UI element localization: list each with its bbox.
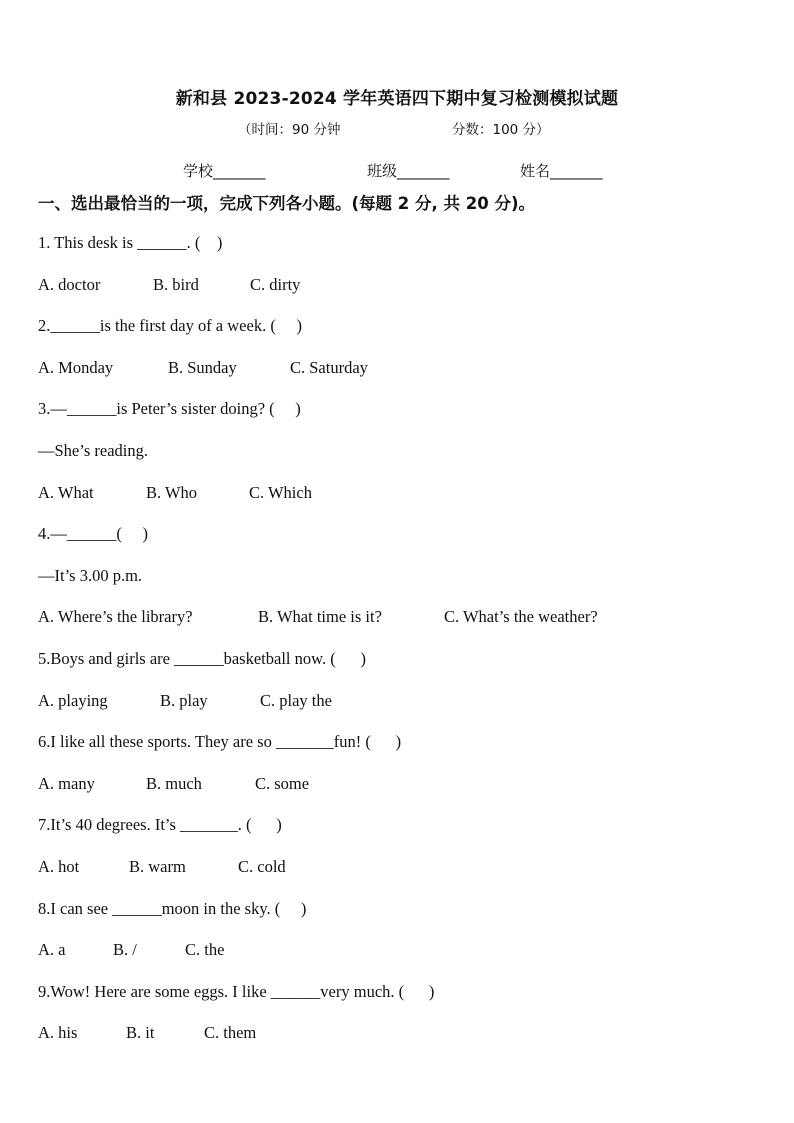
answer-option[interactable]: B. play bbox=[160, 690, 208, 710]
answer-option[interactable]: A. Where’s the library? bbox=[38, 607, 193, 627]
answer-option[interactable]: A. a bbox=[38, 940, 66, 960]
answer-option[interactable]: A. Monday bbox=[38, 357, 114, 377]
answer-option[interactable]: C. play the bbox=[260, 690, 332, 710]
answer-option[interactable]: C. What’s the weather? bbox=[444, 607, 598, 627]
answer-option[interactable]: C. some bbox=[255, 773, 310, 793]
answer-option[interactable]: B. What time is it? bbox=[258, 607, 382, 627]
question-stem: 6.I like all these sports. They are so _______fun! ( ) bbox=[38, 732, 402, 752]
question-stem: 8.I can see ______moon in the sky. ( ) bbox=[38, 898, 307, 918]
answer-option[interactable]: C. cold bbox=[238, 857, 286, 876]
question-stem: 2.______is the first day of a week. ( ) bbox=[38, 316, 302, 336]
answer-option[interactable]: C. dirty bbox=[250, 274, 301, 294]
answer-option[interactable]: A. hot bbox=[38, 857, 80, 876]
answer-option[interactable]: A. playing bbox=[38, 690, 108, 710]
class-field[interactable]: 班级_______ bbox=[367, 162, 450, 180]
question-stem: 5.Boys and girls are ______basketball now. ( ) bbox=[38, 649, 366, 668]
answer-option[interactable]: A. his bbox=[38, 1023, 78, 1043]
answer-option[interactable]: A. doctor bbox=[38, 274, 101, 294]
answer-option[interactable]: C. Which bbox=[249, 482, 312, 502]
answer-option[interactable]: A. many bbox=[38, 773, 95, 793]
question-stem: 7.It’s 40 degrees. It’s _______. ( ) bbox=[38, 815, 282, 835]
question-stem: 3.—______is Peter’s sister doing? ( ) bbox=[38, 399, 301, 419]
answer-option[interactable]: B. warm bbox=[129, 857, 186, 876]
answer-option[interactable]: C. the bbox=[185, 940, 225, 960]
school-field[interactable]: 学校_______ bbox=[183, 162, 266, 180]
answer-option[interactable]: B. Who bbox=[146, 482, 198, 502]
dialogue-reply: —It’s 3.00 p.m. bbox=[38, 565, 143, 585]
time-limit: （时间：90 分钟 bbox=[238, 122, 341, 138]
answer-option[interactable]: B. bird bbox=[153, 274, 199, 294]
answer-option[interactable]: B. much bbox=[146, 773, 202, 793]
name-field[interactable]: 姓名_______ bbox=[520, 162, 603, 180]
answer-option[interactable]: B. / bbox=[113, 940, 137, 960]
answer-option[interactable]: B. it bbox=[126, 1023, 155, 1043]
dialogue-reply: —She’s reading. bbox=[38, 441, 148, 460]
question-stem: 9.Wow! Here are some eggs. I like ______very much. ( ) bbox=[38, 981, 435, 1001]
answer-option[interactable]: B. Sunday bbox=[168, 357, 237, 377]
page-title: 新和县 2023-2024 学年英语四下期中复习检测模拟试题 bbox=[175, 89, 619, 109]
answer-option[interactable]: C. Saturday bbox=[290, 357, 368, 377]
answer-option[interactable]: C. them bbox=[204, 1023, 257, 1043]
answer-option[interactable]: A. What bbox=[38, 482, 94, 502]
total-score: 分数：100 分） bbox=[452, 122, 550, 138]
question-stem: 4.—______( ) bbox=[38, 524, 148, 544]
question-stem: 1. This desk is ______. ( ) bbox=[38, 233, 223, 252]
section-heading: 一、选出最恰当的一项，完成下列各小题。(每题 2 分, 共 20 分)。 bbox=[38, 194, 536, 213]
